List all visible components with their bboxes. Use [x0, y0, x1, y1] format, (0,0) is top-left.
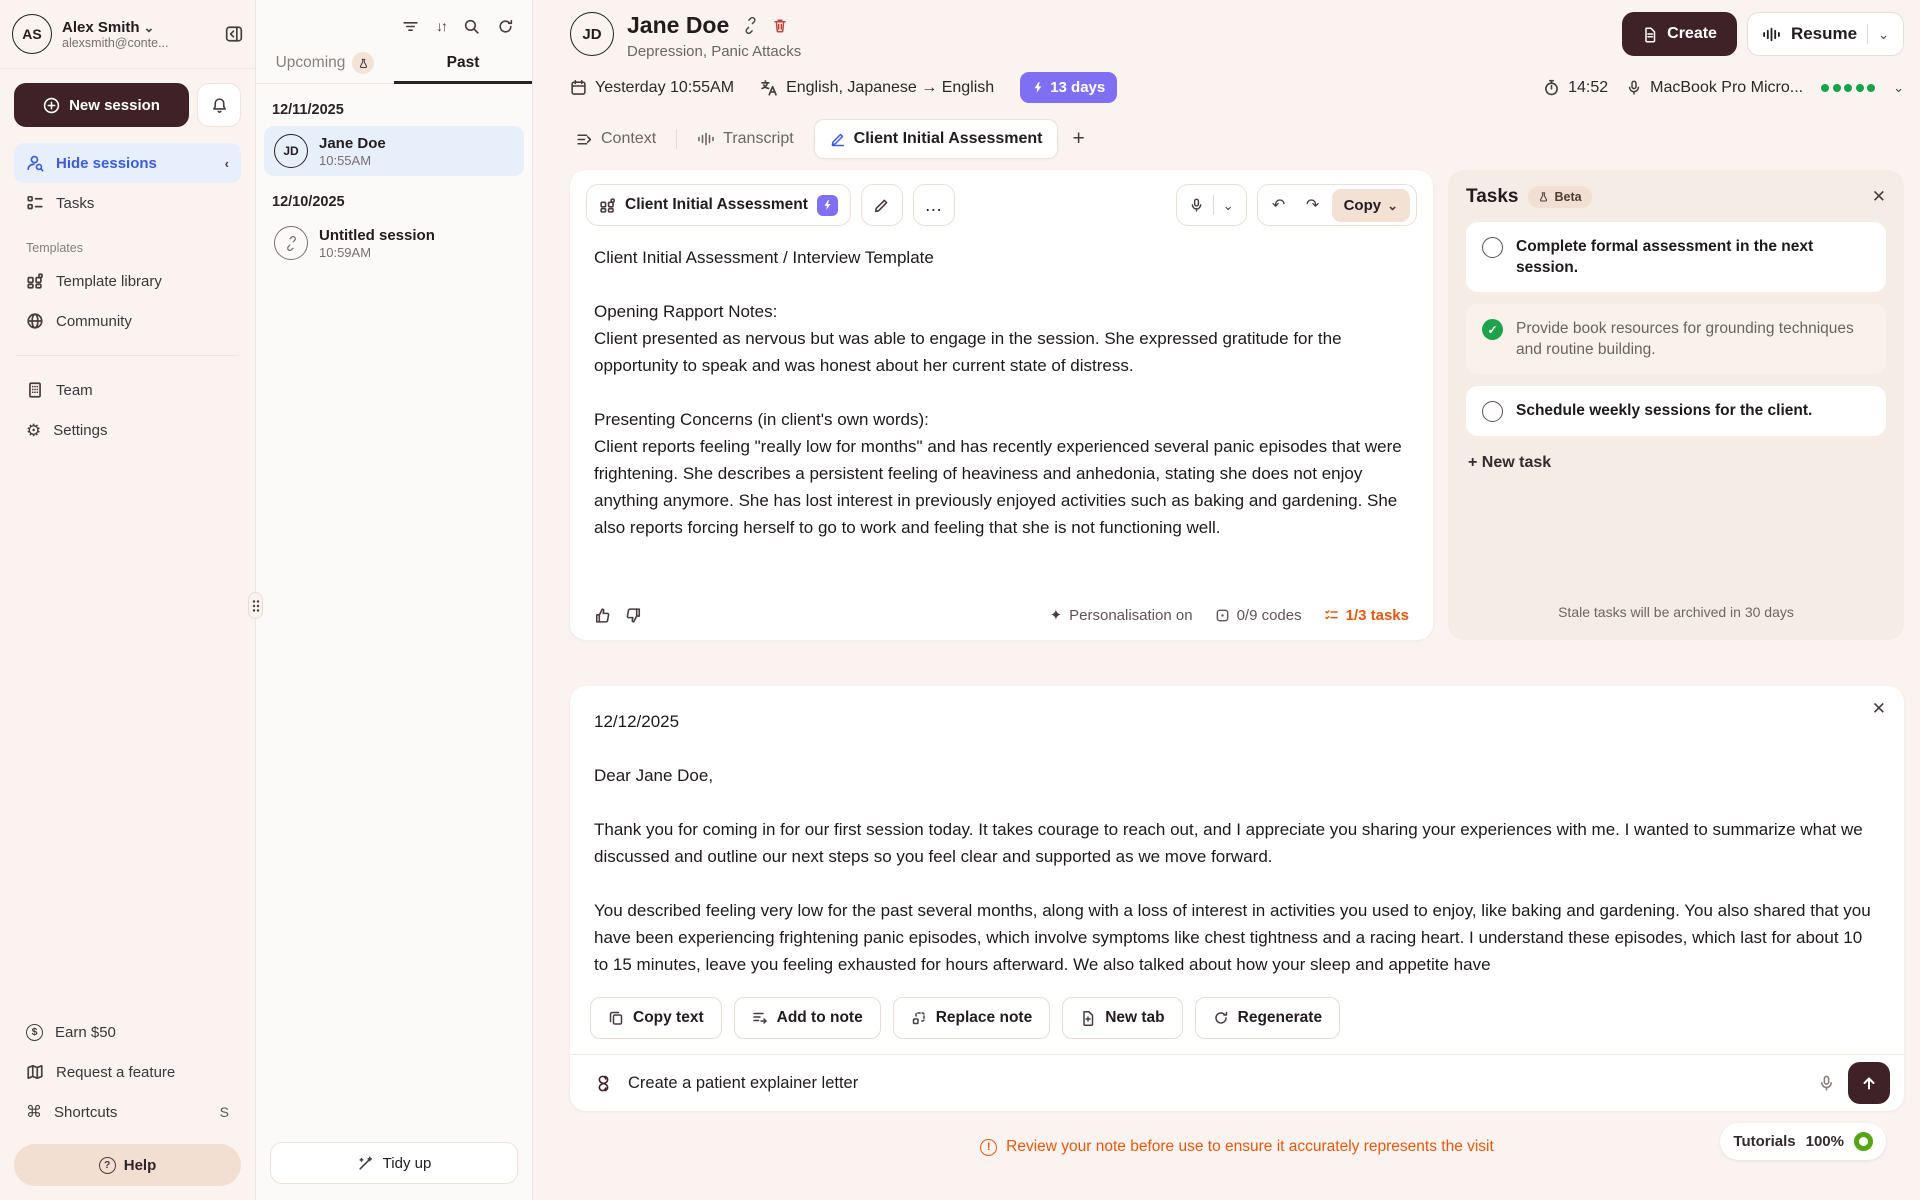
help-label: Help	[123, 1156, 157, 1174]
task-text: Provide book resources for grounding techniques and routine building.	[1516, 320, 1854, 358]
sidebar-item-settings[interactable]	[14, 410, 241, 450]
sidebar-item-template-library[interactable]	[14, 261, 241, 301]
shortcut-key: S	[219, 1104, 229, 1120]
collapse-sidebar-icon[interactable]	[225, 25, 243, 43]
session-languages-label: English, Japanese → English	[786, 78, 995, 96]
thumbs-up-icon[interactable]	[594, 607, 611, 624]
tutorials-label: Tutorials	[1733, 1133, 1796, 1150]
sidebar-item-label: Hide sessions	[56, 154, 157, 172]
warning-icon: !	[980, 1139, 997, 1156]
task-item[interactable]	[1466, 386, 1886, 436]
map-icon	[26, 1063, 44, 1081]
stale-tasks-note: Stale tasks will be archived in 30 days	[1558, 604, 1794, 620]
copy-icon	[608, 1010, 624, 1026]
template-selector[interactable]	[586, 184, 851, 226]
sidebar-item-team[interactable]	[14, 370, 241, 410]
action-label: Add to note	[776, 1009, 863, 1026]
new-tab-button[interactable]	[1062, 997, 1182, 1039]
action-label: Copy text	[633, 1009, 704, 1026]
globe-icon	[26, 312, 44, 330]
tab-upcoming[interactable]	[256, 43, 394, 83]
session-title: Jane Doe	[319, 134, 386, 152]
prompt-input[interactable]: Create a patient explainer letter	[628, 1073, 859, 1092]
session-date	[570, 79, 734, 97]
chevron-left-icon: ‹	[224, 155, 229, 171]
tidy-up-button[interactable]	[270, 1142, 518, 1184]
search-icon[interactable]	[463, 18, 480, 35]
copy-label: Copy	[1343, 196, 1382, 214]
bell-icon	[211, 97, 228, 114]
more-icon: …	[924, 194, 944, 215]
letter-paragraph: You described feeling very low for the past several months, along with a loss of interest in activities you used to enjoy, like baking and gardening. You also shared that you have been experiencing frightening panic episodes, which involve symptoms like chest tightness and a racing heart. I understand these episodes, which last for about 10 to 15 minutes, leave you feeling exhausted for hours afterward. We also talked about how your sleep and appetite have	[594, 901, 1871, 974]
more-options-button[interactable]	[913, 184, 955, 226]
resume-label: Resume	[1790, 24, 1858, 43]
tab-label: Upcoming	[275, 54, 346, 71]
mic-level-indicator	[1821, 84, 1875, 92]
tab-label: Context	[601, 130, 657, 147]
note-title: Client Initial Assessment / Interview Template	[594, 248, 934, 267]
chevron-down-icon: ⌄	[1387, 197, 1398, 213]
microphone-icon[interactable]	[1818, 1074, 1835, 1092]
session-item-jane-doe[interactable]	[264, 126, 524, 176]
stopwatch-icon	[1543, 79, 1560, 96]
main-area	[533, 0, 1920, 1200]
help-button[interactable]	[14, 1144, 241, 1186]
sparkle-icon: ✦	[1049, 607, 1063, 624]
new-session-button[interactable]	[14, 83, 189, 127]
codes-indicator[interactable]	[1215, 607, 1302, 624]
letter-card	[570, 686, 1904, 1111]
notifications-button[interactable]	[197, 83, 241, 127]
flask-icon	[352, 52, 374, 74]
waveform-icon	[697, 131, 715, 147]
building-icon	[26, 381, 44, 399]
tab-past[interactable]	[394, 43, 532, 83]
beta-label: Beta	[1554, 190, 1582, 204]
avatar: AS	[12, 14, 52, 54]
note-section-text: Client presented as nervous but was able to engage in the session. She expressed gratitude for the opportunity to speak and was honest about her current state of distress.	[594, 329, 1342, 375]
user-block[interactable]	[0, 0, 255, 69]
action-label: Replace note	[935, 1009, 1033, 1026]
task-item[interactable]	[1466, 304, 1886, 374]
translate-icon	[760, 79, 778, 97]
patient-name: Jane Doe	[627, 12, 730, 38]
user-name: Alex Smith	[62, 18, 140, 36]
task-text: Schedule weekly sessions for the client.	[1516, 402, 1813, 419]
patient-avatar: JD	[570, 12, 614, 56]
tidy-up-label: Tidy up	[382, 1154, 432, 1172]
session-languages	[760, 79, 994, 97]
mic-device[interactable]	[1626, 79, 1803, 97]
unlink-icon[interactable]	[742, 17, 759, 34]
regenerate-button[interactable]	[1195, 997, 1340, 1039]
session-title: Untitled session	[319, 226, 435, 244]
letter-date: 12/12/2025	[594, 712, 680, 731]
action-label: New tab	[1105, 1009, 1165, 1026]
personalisation-toggle[interactable]	[1050, 606, 1193, 624]
task-text: Complete formal assessment in the next session.	[1516, 238, 1814, 276]
copy-text-button[interactable]	[590, 997, 722, 1039]
chevron-down-icon: ⌄	[1878, 26, 1889, 42]
add-tab-button[interactable]: +	[1072, 127, 1085, 150]
microphone-icon	[1189, 197, 1204, 213]
progress-ring-icon	[1854, 1132, 1873, 1151]
task-list-icon	[1324, 608, 1339, 623]
template-grid-icon	[26, 272, 44, 290]
template-grid-icon	[599, 197, 616, 214]
task-checkbox[interactable]	[1482, 401, 1503, 422]
letter-paragraph: Thank you for coming in for our first session today. It takes courage to reach out, and I appreciate you sharing your experiences with me. I wanted to summarize what we discussed and outline our next steps so you feel clear and supported as we move forward.	[594, 820, 1863, 866]
tab-transcript[interactable]	[691, 130, 800, 148]
session-group-date: 12/11/2025	[272, 102, 344, 118]
avatar: JD	[274, 134, 308, 168]
copy-button[interactable]	[1332, 189, 1410, 222]
redo-button[interactable]: ↷	[1305, 197, 1320, 214]
undo-button[interactable]: ↶	[1271, 197, 1286, 214]
new-task-button[interactable]: + New task	[1468, 454, 1552, 471]
personalisation-label: Personalisation on	[1069, 606, 1193, 624]
sidebar-item-tasks[interactable]	[14, 183, 241, 223]
coin-icon: $	[26, 1024, 43, 1041]
add-to-note-icon	[752, 1010, 768, 1026]
task-checkbox-checked[interactable]: ✓	[1482, 319, 1503, 340]
filter-icon[interactable]	[402, 18, 419, 35]
template-name: Client Initial Assessment	[625, 196, 808, 213]
days-badge[interactable]	[1020, 72, 1117, 103]
replace-note-icon	[911, 1010, 927, 1026]
trash-icon[interactable]	[772, 17, 788, 34]
patient-condition: Depression, Panic Attacks	[627, 43, 802, 60]
resume-button[interactable]	[1747, 12, 1904, 56]
flask-icon	[1538, 191, 1549, 203]
replace-note-button[interactable]	[893, 997, 1050, 1039]
sidebar-item-label: Shortcuts	[54, 1103, 118, 1121]
pencil-icon	[873, 197, 890, 214]
chevron-down-icon: ⌄	[1222, 197, 1234, 213]
sidebar-item-earn[interactable]	[14, 1012, 241, 1052]
copy-group	[1257, 184, 1417, 226]
templates-section-label: Templates	[26, 241, 83, 255]
mic-device-label: MacBook Pro Micro...	[1650, 78, 1804, 96]
refresh-icon[interactable]	[497, 18, 514, 35]
letter-salutation: Dear Jane Doe,	[594, 766, 714, 785]
tasks-count-label: 1/3 tasks	[1345, 606, 1409, 624]
calendar-icon	[570, 79, 587, 96]
close-icon[interactable]: ✕	[1871, 187, 1886, 206]
checklist-icon	[26, 194, 44, 212]
task-checkbox[interactable]	[1482, 237, 1503, 258]
gear-icon: ⚙	[26, 420, 42, 440]
session-timer	[1543, 79, 1608, 97]
session-item-untitled[interactable]	[264, 218, 524, 268]
session-group-date: 12/10/2025	[272, 194, 345, 210]
chevron-down-icon: ⌄	[143, 19, 155, 35]
tasks-indicator[interactable]	[1324, 607, 1409, 624]
sidebar-item-community[interactable]	[14, 301, 241, 341]
user-meta	[62, 19, 215, 50]
beta-badge	[1528, 186, 1591, 208]
session-date-label: Yesterday 10:55AM	[595, 78, 735, 96]
sidebar-item-request-feature[interactable]	[14, 1052, 241, 1092]
note-section-text: Client reports feeling "really low for months" and has recently experienced several panic episodes that were frightening. She describes a persistent feeling of heaviness and anhedonia, stating she does not enjoy anything anymore. She has lost interest in previously enjoyed activities such as baking and gardening. She also reports forcing herself to go to work and feeling that she is not functioning well.	[594, 437, 1402, 537]
codes-icon	[1215, 608, 1230, 623]
sidebar-item-label: Settings	[53, 421, 108, 439]
tab-label: Client Initial Assessment	[853, 130, 1043, 147]
unlink-icon	[274, 226, 308, 260]
pen-icon	[830, 131, 846, 147]
tab-label: Transcript	[723, 130, 794, 147]
command-icon: ⌘	[26, 1104, 42, 1121]
timer-label: 14:52	[1568, 78, 1609, 96]
sidebar-item-label: Tasks	[56, 194, 95, 212]
wand-icon	[357, 1155, 374, 1172]
tab-note[interactable]	[814, 119, 1059, 159]
session-time: 10:59AM	[319, 244, 372, 260]
bolt-icon	[1032, 81, 1044, 94]
dictate-button[interactable]	[1176, 184, 1247, 226]
bolt-badge-icon	[817, 195, 838, 216]
user-email: alexsmith@conte...	[62, 35, 169, 50]
microphone-icon	[1626, 79, 1642, 96]
send-button[interactable]	[1848, 1062, 1890, 1104]
note-section-heading: Presenting Concerns (in client's own words):	[594, 410, 929, 429]
tab-label: Past	[446, 54, 480, 71]
sidebar-item-label: Team	[56, 381, 93, 399]
sidebar-item-label: Earn $50	[55, 1023, 116, 1041]
regenerate-icon	[1213, 1010, 1229, 1026]
sidebar-item-hide-sessions[interactable]	[14, 143, 241, 183]
codes-label: 0/9 codes	[1236, 606, 1302, 624]
thumbs-down-icon[interactable]	[625, 607, 642, 624]
chevron-down-icon[interactable]: ⌄	[1893, 80, 1904, 95]
new-tab-icon	[1080, 1010, 1096, 1026]
sidebar-item-label: Community	[56, 312, 132, 330]
person-search-icon	[26, 154, 44, 172]
edit-note-button[interactable]	[861, 184, 903, 226]
session-time: 10:55AM	[319, 152, 372, 168]
tasks-panel-title: Tasks	[1466, 186, 1519, 207]
review-warning: Review your note before use to ensure it accurately represents the visit	[1006, 1138, 1494, 1155]
panel-drag-handle[interactable]	[248, 592, 263, 619]
tab-context[interactable]	[570, 130, 662, 148]
close-icon[interactable]: ✕	[1871, 699, 1886, 718]
tutorials-progress: 100%	[1805, 1133, 1844, 1150]
create-label: Create	[1667, 25, 1717, 42]
note-card	[570, 170, 1433, 640]
question-icon: ?	[99, 1157, 116, 1174]
sidebar-item-label: Request a feature	[56, 1063, 176, 1081]
tutorials-widget[interactable]	[1720, 1123, 1886, 1160]
context-icon	[576, 131, 593, 148]
action-label: Regenerate	[1237, 1009, 1323, 1026]
task-item[interactable]	[1466, 222, 1886, 292]
document-icon	[1642, 26, 1658, 43]
note-section-heading: Opening Rapport Notes:	[594, 302, 778, 321]
new-session-label: New session	[69, 96, 160, 114]
note-body[interactable]	[570, 236, 1433, 568]
add-to-note-button[interactable]	[734, 997, 881, 1039]
days-badge-label: 13 days	[1050, 79, 1106, 96]
letter-body[interactable]	[570, 686, 1904, 997]
tasks-panel	[1448, 170, 1904, 640]
sidebar-item-shortcuts[interactable]	[14, 1092, 241, 1132]
sidebar-item-label: Template library	[56, 272, 162, 290]
session-panel	[256, 0, 533, 1200]
clover-logo-icon	[592, 1072, 615, 1095]
sidebar	[0, 0, 256, 1200]
sort-icon[interactable]: ↓↑	[436, 18, 446, 34]
create-button[interactable]	[1622, 12, 1737, 56]
waveform-icon	[1762, 26, 1781, 43]
